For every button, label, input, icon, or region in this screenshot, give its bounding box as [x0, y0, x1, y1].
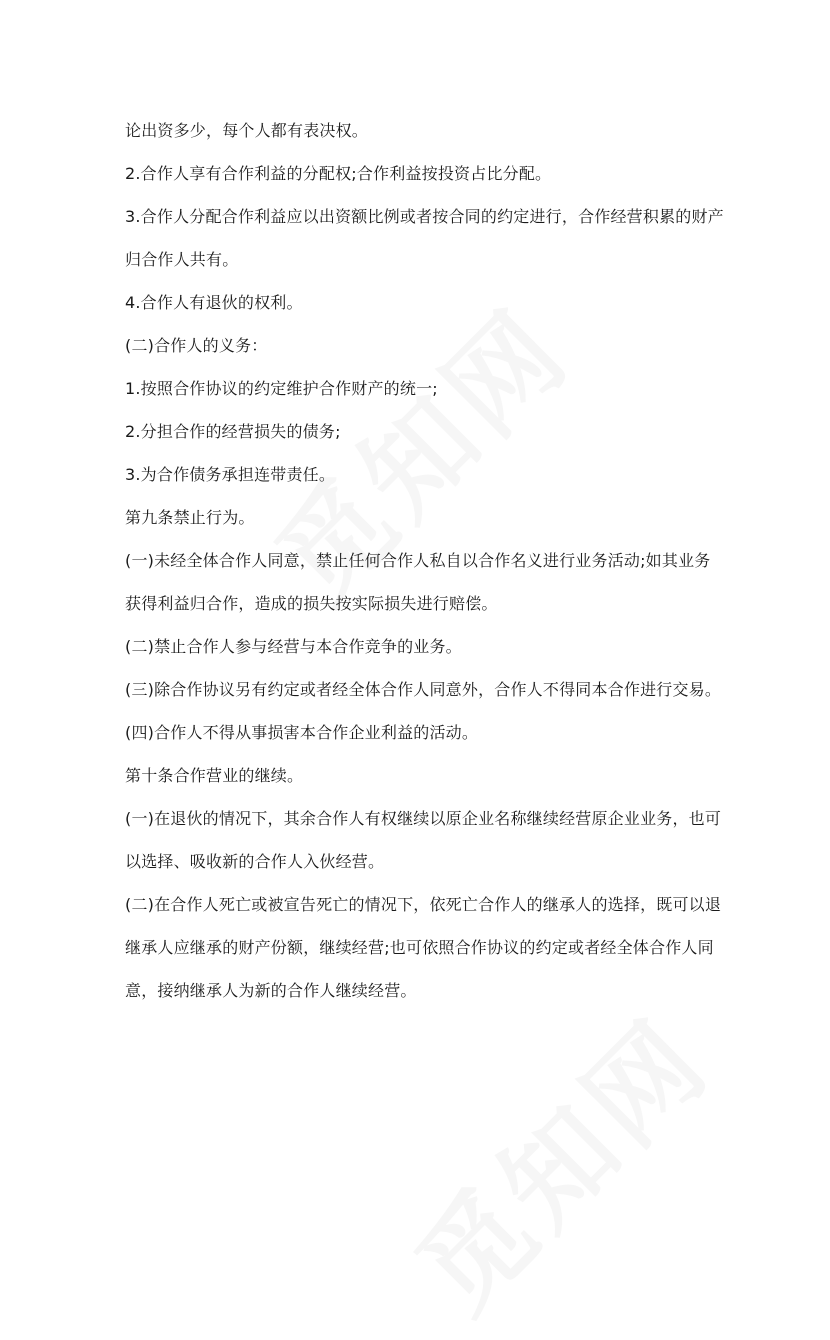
paragraph-profit-distribution-right: 2.合作人享有合作利益的分配权;合作利益按投资占比分配。	[125, 164, 552, 183]
paragraph-maintain-property: 1.按照合作协议的约定维护合作财产的统一;	[125, 379, 438, 398]
article-9-heading: 第九条禁止行为。	[125, 508, 255, 527]
paragraph-voting-right: 论出资多少，每个人都有表决权。	[125, 121, 369, 140]
paragraph-prohibition-4: (四)合作人不得从事损害本合作企业利益的活动。	[125, 723, 479, 742]
paragraph-prohibition-1: (一)未经全体合作人同意，禁止任何合作人私自以合作名义进行业务活动;如其业务获得利益归合作，造成的损失按实际损失进行赔偿。	[125, 551, 711, 613]
paragraph-profit-allocation: 3.合作人分配合作利益应以出资额比例或者按合同的约定进行，合作经营积累的财产归合作人共有。	[125, 207, 724, 269]
article-10-heading: 第十条合作营业的继续。	[125, 766, 304, 785]
paragraph-obligations-heading: (二)合作人的义务：	[125, 336, 268, 355]
document-body	[125, 109, 725, 1012]
paragraph-continuation-1: (一)在退伙的情况下，其余合作人有权继续以原企业名称继续经营原企业业务，也可以选择、吸收新的合作人入伙经营。	[125, 809, 722, 871]
paragraph-share-losses: 2.分担合作的经营损失的债务;	[125, 422, 341, 441]
watermark	[376, 978, 738, 1340]
paragraph-joint-liability: 3.为合作债务承担连带责任。	[125, 465, 336, 484]
paragraph-prohibition-3: (三)除合作协议另有约定或者经全体合作人同意外，合作人不得同本合作进行交易。	[125, 680, 722, 699]
paragraph-continuation-2: (二)在合作人死亡或被宣告死亡的情况下，依死亡合作人的继承人的选择，既可以退继承人应继承的财产份额，继续经营;也可依照合作协议的约定或者经全体合作人同意，接纳继承人为新的合作人继续经营。	[125, 895, 722, 1000]
paragraph-withdrawal-right: 4.合作人有退伙的权利。	[125, 293, 303, 312]
paragraph-prohibition-2: (二)禁止合作人参与经营与本合作竞争的业务。	[125, 637, 462, 656]
